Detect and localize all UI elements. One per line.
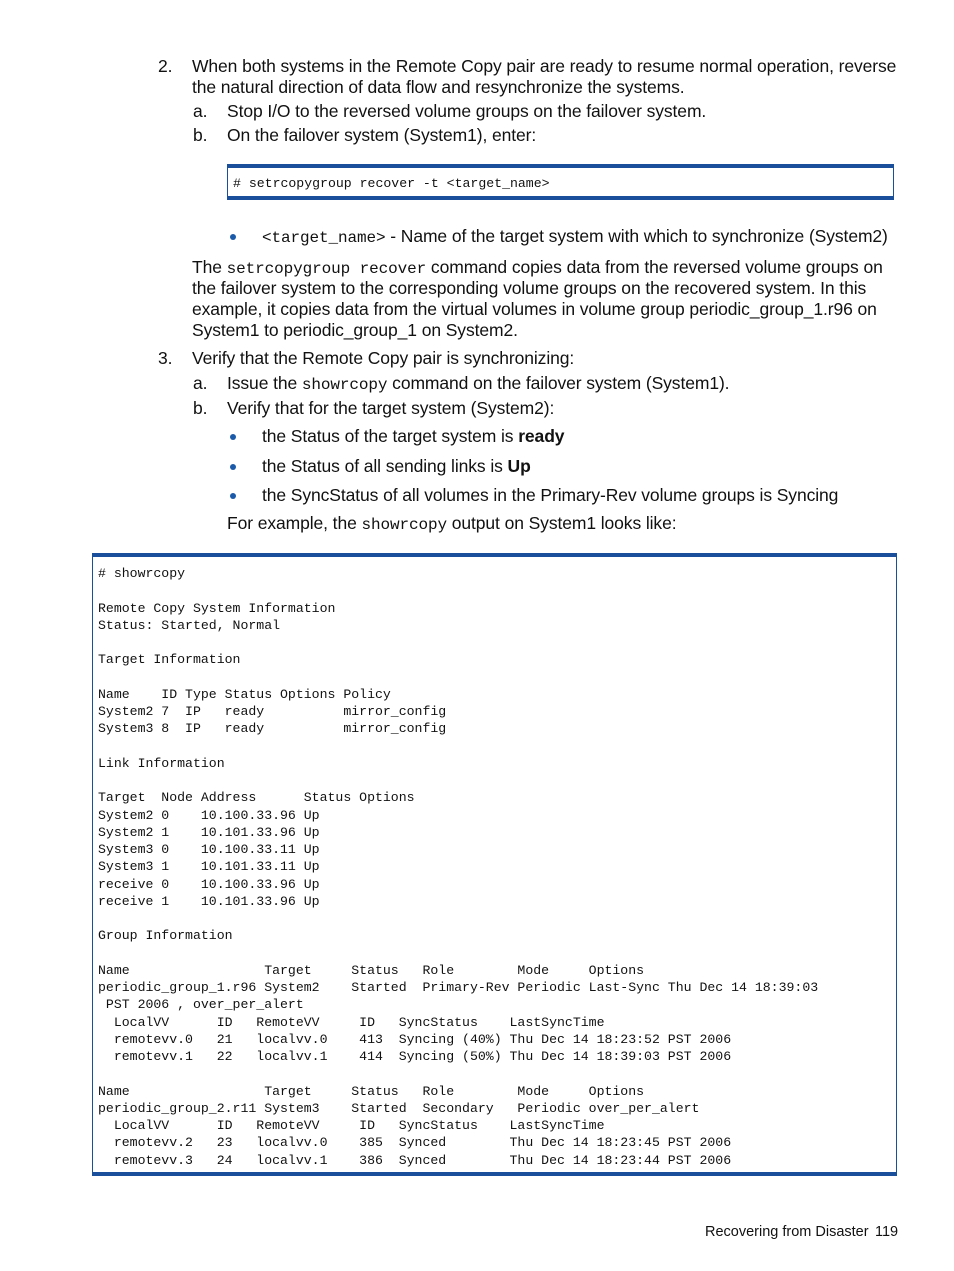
example-intro	[227, 513, 676, 536]
setrcopygroup-code: setrcopygroup recover	[226, 260, 427, 278]
links-up-bullet	[262, 456, 531, 477]
bullet-text: the Status of the target system is	[262, 426, 519, 446]
bullet-icon	[230, 234, 236, 240]
step-2a-text: Stop I/O to the reversed volume groups on the failover system.	[227, 101, 707, 121]
step-3b-label: b.	[193, 398, 208, 418]
recover-paragraph-line-1	[192, 257, 883, 280]
example-pre: For example, the	[227, 513, 362, 533]
step-3a-pre: Issue the	[227, 373, 302, 393]
step-3a-post: command on the failover system (System1).	[387, 373, 730, 393]
bullet-icon	[230, 434, 236, 440]
syncstatus-bullet: the SyncStatus of all volumes in the Primary-Rev volume groups is Syncing	[262, 485, 839, 505]
page-number: 119	[875, 1224, 899, 1240]
step-3b-text: Verify that for the target system (System2):	[227, 398, 555, 418]
step-2b-label: b.	[193, 125, 208, 145]
para-text: The	[192, 257, 227, 277]
footer-section-title: Recovering from Disaster	[705, 1224, 869, 1240]
step-2a-label: a.	[193, 101, 208, 121]
para-text: command copies data from the reversed volume groups on	[426, 257, 883, 277]
target-name-description: - Name of the target system with which to synchronize (System2)	[385, 226, 888, 246]
example-post: output on System1 looks like:	[447, 513, 677, 533]
target-name-bullet	[262, 226, 888, 249]
step-2b-text: On the failover system (System1), enter:	[227, 125, 537, 145]
step-3a-label: a.	[193, 373, 208, 393]
bullet-icon	[230, 464, 236, 470]
recover-paragraph-line-2: the failover system to the corresponding volume groups on the recovered system. In this	[192, 278, 867, 298]
showrcopy-output-box	[92, 553, 897, 1176]
target-name-code: <target_name>	[262, 229, 386, 247]
step-3-number: 3.	[158, 348, 173, 368]
bullet-text: the Status of all sending links is	[262, 456, 508, 476]
step-3-text: Verify that the Remote Copy pair is synchronizing:	[192, 348, 575, 368]
showrcopy-output: # showrcopy Remote Copy System Information Status: Started, Normal Target Information Name ID Type Status Options Policy System2 7 IP ready mirror_config System3 8 IP ready mirror_config Link Information Target Node Address Status Options System2 0 10.100.33.96 Up System2 1 10.101.33.96 Up System3 0 10.100.33.11 Up System3 1 10.101.33.11 Up receive 0 10.100.33.96 Up receive 1 10.101.33.96 Up Group Information Name Target Status Role Mode Options periodic_group_1.r96 System2 Started Primary-Rev Periodic Last-Sync Thu Dec 14 18:39:03 PST 2006 , over_per_alert LocalVV ID RemoteVV ID SyncStatus LastSyncTime remotevv.0 21 localvv.0 413 Syncing (40%) Thu Dec 14 18:23:52 PST 2006 remotevv.1 22 localvv.1 414 Syncing (50%) Thu Dec 14 18:39:03 PST 2006 Name Target Status Role Mode Options periodic_group_2.r11 System3 Started Secondary Periodic over_per_alert LocalVV ID RemoteVV ID SyncStatus LastSyncTime remotevv.2 23 localvv.0 385 Synced Thu Dec 14 18:23:45 PST 2006 remotevv.3 24 localvv.1 386 Synced Thu Dec 14 18:23:44 PST 2006	[98, 566, 819, 1168]
status-ready-bullet	[262, 426, 564, 447]
recover-paragraph-line-4: System1 to periodic_group_1 on System2.	[192, 320, 518, 340]
showrcopy-code: showrcopy	[301, 376, 388, 394]
showrcopy-code: showrcopy	[361, 516, 447, 534]
recover-paragraph-line-3: example, it copies data from the virtual volumes in volume group periodic_group_1.r96 on	[192, 299, 877, 319]
step-2-text-line-1: When both systems in the Remote Copy pair are ready to resume normal operation, reverse	[192, 56, 897, 76]
command-box	[227, 164, 894, 200]
step-2-text-line-2: the natural direction of data flow and resynchronize the systems.	[192, 77, 685, 97]
ready-keyword: ready	[518, 426, 565, 446]
step-2-number: 2.	[158, 56, 173, 76]
command-text: # setrcopygroup recover -t <target_name>	[233, 176, 550, 191]
bullet-icon	[230, 493, 236, 499]
step-3a-text	[227, 373, 729, 396]
up-keyword: Up	[507, 456, 531, 476]
